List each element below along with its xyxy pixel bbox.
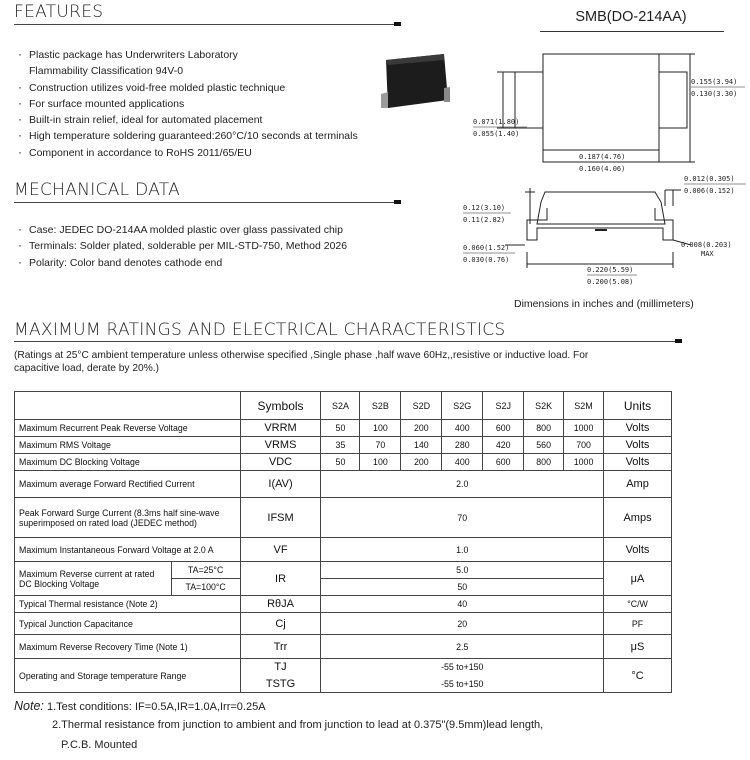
value-cell: 200 (401, 420, 442, 437)
unit-cell: Volts (604, 437, 672, 454)
feature-item: · Built-in strain relief, ideal for automated placement (18, 112, 358, 128)
package-outline-drawing (455, 40, 750, 300)
feature-item: · Plastic package has Underwriters Laboratory (18, 47, 358, 63)
value-cell: 700 (564, 437, 604, 454)
table-row (15, 562, 672, 579)
header-part: S2K (524, 392, 564, 420)
value-cell: -55 to+150 (321, 676, 604, 693)
component-photo (378, 52, 450, 114)
dimensions-caption: Dimensions in inches and (millimeters) (514, 298, 694, 310)
unit-cell: μA (604, 562, 672, 596)
features-list (18, 47, 358, 161)
unit-cell: Amp (604, 471, 672, 498)
notes (14, 697, 266, 717)
value-cell: 1000 (564, 454, 604, 471)
value-cell: 200 (401, 454, 442, 471)
dim-overall-min: 0.200(5.08) (587, 278, 634, 286)
ratings-rule (14, 341, 682, 342)
unit-cell: Amps (604, 498, 672, 538)
note-label: Note: (14, 699, 44, 713)
header-part: S2M (564, 392, 604, 420)
param-cell: Maximum Reverse current at rated DC Blocking Voltage (15, 562, 172, 596)
header-part: S2J (483, 392, 524, 420)
value-cell: 420 (483, 437, 524, 454)
note-2 (52, 716, 692, 755)
mechanical-title: MECHANICAL DATA (14, 180, 181, 200)
symbol-cell: Cj (240, 613, 321, 635)
unit-cell: Volts (604, 454, 672, 471)
value-cell: 40 (321, 596, 604, 613)
unit-cell: °C (604, 659, 672, 693)
header-part: S2G (442, 392, 483, 420)
value-cell: -55 to+150 (321, 659, 604, 676)
symbol-cell: IR (240, 562, 321, 596)
param-cell: Typical Thermal resistance (Note 2) (15, 596, 241, 613)
value-cell: 600 (483, 420, 524, 437)
condition-cell: TA=100°C (171, 579, 240, 596)
note-1: 1.Test conditions: IF=0.5A,IR=1.0A,Irr=0.25A (46, 701, 266, 713)
dim-lead-thickness-max: 0.012(0.305) (684, 175, 735, 183)
param-cell: Maximum average Forward Rectified Current (15, 471, 241, 498)
symbol-cell: TJ (240, 659, 321, 676)
mechanical-item: · Case: JEDEC DO-214AA molded plastic over glass passivated chip (18, 222, 347, 238)
value-cell: 800 (524, 420, 564, 437)
value-cell: 35 (321, 437, 360, 454)
param-cell: Maximum Recurrent Peak Reverse Voltage (15, 420, 241, 437)
unit-cell: Volts (604, 420, 672, 437)
value-cell: 70 (360, 437, 401, 454)
unit-cell: PF (604, 613, 672, 635)
dim-thickness-max: 0.12(3.10) (463, 204, 506, 212)
value-cell: 140 (401, 437, 442, 454)
dim-gap-max: 0.008(0.203) (681, 241, 732, 249)
value-cell: 400 (442, 454, 483, 471)
dim-body-min: 0.160(4.06) (579, 165, 626, 173)
symbol-cell: VF (240, 538, 321, 562)
value-cell: 1000 (564, 420, 604, 437)
value-cell: 2.0 (321, 471, 604, 498)
header-units: Units (604, 392, 672, 420)
value-cell: 50 (321, 579, 604, 596)
mechanical-item: · Polarity: Color band denotes cathode end (18, 255, 347, 271)
dim-height-min: 0.130(3.30) (691, 90, 738, 98)
features-title: FEATURES (14, 2, 104, 22)
param-cell: Peak Forward Surge Current (8.3ms half sine-wave superimposed on rated load (JEDEC method) (15, 498, 241, 538)
value-cell: 100 (360, 454, 401, 471)
param-cell: Maximum Reverse Recovery Time (Note 1) (15, 635, 241, 659)
ratings-title: MAXIMUM RATINGS AND ELECTRICAL CHARACTERISTICS (14, 320, 506, 340)
table-row (15, 498, 672, 538)
param-cell: Maximum RMS Voltage (15, 437, 241, 454)
unit-cell: °C/W (604, 596, 672, 613)
table-row (15, 635, 672, 659)
unit-cell: Volts (604, 538, 672, 562)
dim-body-max: 0.187(4.76) (579, 153, 626, 161)
value-cell: 50 (321, 420, 360, 437)
symbol-cell: VRMS (240, 437, 321, 454)
symbol-cell: Trr (240, 635, 321, 659)
value-cell: 1.0 (321, 538, 604, 562)
condition-cell: TA=25°C (171, 562, 240, 579)
symbol-cell: IFSM (240, 498, 321, 538)
features-rule (14, 24, 401, 25)
mechanical-rule (14, 202, 401, 203)
feature-item: · Component in accordance to RoHS 2011/65/EU (18, 145, 358, 161)
note-2-line-2: P.C.B. Mounted (61, 738, 138, 751)
dim-overall-max: 0.220(5.59) (587, 266, 634, 274)
dim-height-max: 0.155(3.94) (691, 78, 738, 86)
mechanical-list (18, 222, 347, 271)
symbol-cell: RθJA (240, 596, 321, 613)
table-row (15, 613, 672, 635)
param-cell: Maximum Instantaneous Forward Voltage at 2.0 A (15, 538, 241, 562)
feature-item: · Construction utilizes void-free molded plastic technique (18, 80, 358, 96)
value-cell: 50 (321, 454, 360, 471)
value-cell: 20 (321, 613, 604, 635)
value-cell: 2.5 (321, 635, 604, 659)
value-cell: 280 (442, 437, 483, 454)
feature-item: · For surface mounted applications (18, 96, 358, 112)
mechanical-item: · Terminals: Solder plated, solderable per MIL-STD-750, Method 2026 (18, 238, 347, 254)
note-2-line-1: 2.Thermal resistance from junction to ambient and from junction to lead at 0.375"(9.5mm)lead length, (52, 719, 544, 731)
feature-item: · High temperature soldering guaranteed:260°C/10 seconds at terminals (18, 128, 358, 144)
value-cell: 400 (442, 420, 483, 437)
dim-gap-label: MAX (701, 250, 714, 258)
header-part: S2D (401, 392, 442, 420)
value-cell: 70 (321, 498, 604, 538)
table-row (15, 659, 672, 676)
dim-lead-min: 0.055(1.40) (473, 130, 520, 138)
table-header-row (15, 392, 672, 420)
value-cell: 800 (524, 454, 564, 471)
table-row (15, 420, 672, 437)
symbol-cell: I(AV) (240, 471, 321, 498)
symbol-cell: VRRM (240, 420, 321, 437)
table-row (15, 471, 672, 498)
dim-thickness-min: 0.11(2.82) (463, 216, 506, 224)
dim-standoff-min: 0.030(0.76) (463, 256, 510, 264)
header-part: S2A (321, 392, 360, 420)
header-blank (15, 392, 241, 420)
param-cell: Typical Junction Capacitance (15, 613, 241, 635)
ratings-description: (Ratings at 25°C ambient temperature unless otherwise specified ,Single phase ,half wave 60Hz,,resistive or inductive load. For capacitive load, derate by 20%.) (14, 350, 589, 374)
header-symbols: Symbols (240, 392, 321, 420)
header-part: S2B (360, 392, 401, 420)
dim-lead-max: 0.071(1.80) (473, 118, 520, 126)
symbol-cell: TSTG (240, 676, 321, 693)
value-cell: 600 (483, 454, 524, 471)
ratings-table (14, 391, 672, 693)
table-row (15, 538, 672, 562)
package-title-rule (540, 31, 724, 32)
table-row (15, 454, 672, 471)
param-cell: Operating and Storage temperature Range (15, 659, 241, 693)
value-cell: 100 (360, 420, 401, 437)
unit-cell: μS (604, 635, 672, 659)
table-row (15, 596, 672, 613)
value-cell: 560 (524, 437, 564, 454)
feature-item: Flammability Classification 94V-0 (29, 65, 184, 78)
symbol-cell: VDC (240, 454, 321, 471)
param-cell: Maximum DC Blocking Voltage (15, 454, 241, 471)
dim-lead-thickness-min: 0.006(0.152) (684, 187, 735, 195)
dim-standoff-max: 0.060(1.52) (463, 244, 510, 252)
table-row (15, 437, 672, 454)
value-cell: 5.0 (321, 562, 604, 579)
package-title: SMB(DO-214AA) (575, 9, 687, 25)
